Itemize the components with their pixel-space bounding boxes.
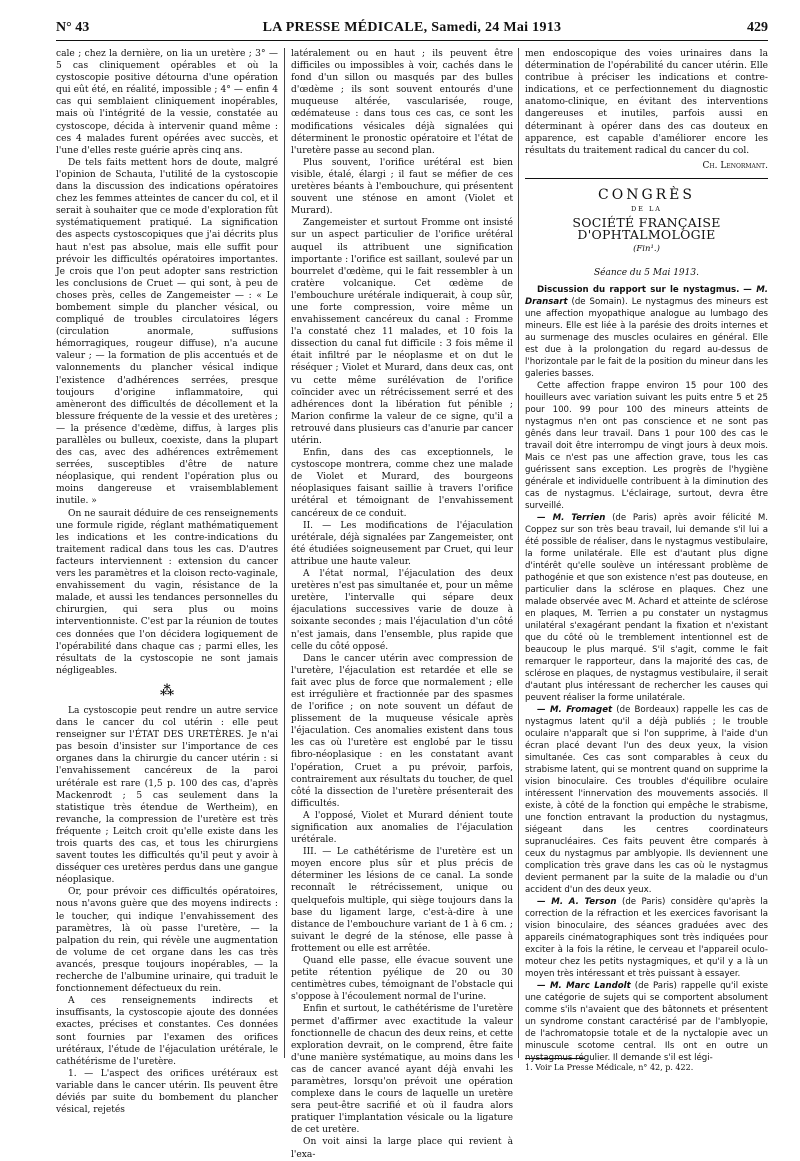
section-separator-stars: ⁂	[159, 682, 175, 699]
society-name: SOCIÉTÉ FRANÇAISE D'OPHTALMOLOGIE	[572, 215, 721, 243]
discussion-paragraph	[525, 512, 768, 704]
discussion-paragraph	[525, 896, 768, 980]
speaker-name: — M. Terrien	[537, 512, 606, 523]
discussion-text: (de Bordeaux) rappelle les cas de nystagmus latent qu'il a déjà publiés ; le trouble oculaire n'apparaît que si l'on supprime, à l'aide d'un écran placé devant l'un des deux yeux, la vision simultanée. Ces cas sont comparables à ceux du strabisme latent, qui se montrent quand on supprime la vision binoculaire. Ces troubles d'équilibre oculaire intéressent l'innervation des mouvements associés. Il existe, à côté de la fonction qui empêche le strabisme, une fonction entravant la production du nystagmus, siégeant dans les centres coordinateurs supranucléaires. Ces faits peuvent être comparés à ceux du nystagmus par amblyopie. Ils deviennent une complication très grave dans les cas où le nystagmus devient permanent par la suite de la maladie ou d'un accident d'un des deux yeux.	[525, 704, 768, 895]
column-2	[291, 48, 513, 1160]
session-date: Séance du 5 Mai 1913.	[594, 268, 699, 279]
journal-title: LA PRESSE MÉDICALE, Samedi, 24 Mai 1913	[262, 20, 562, 35]
paragraph: Zangemeister et surtout Fromme ont insisté sur un aspect particulier de l'orifice urétéral auquel ils attribuent une signification importante : l'orifice est saillant, soulevé par un bourrelet d'œdème, qui le fait ressembler à un cratère volcanique. Cet œdème de l'embouchure urétérale indiquerait, à coup sûr, une forte compression, voire même un envahissement cancéreux du canal : Fromme l'a constaté chez 11 malades, et 10 fois la dissection du canal fut difficile : 3 fois même il était infiltré par le néoplasme et on dut le réséquer ; Violet et Murard, dans deux cas, ont vu cette même surélévation de l'orifice coïncider avec un rétrécissement serré et des adhérences dont la libération fut pénible ; Marion confirme la valeur de ce signe, qu'il a retrouvé dans plusieurs cas d'anurie par cancer utérin.	[291, 218, 513, 446]
paragraph: 1. — L'aspect des orifices urétéraux est variable dans le cancer utérin. Ils peuvent être déviés par suite du bombement du plancher vésical, rejetés	[56, 1068, 278, 1116]
column-divider	[518, 48, 519, 1058]
discussion-title: Discussion du rapport sur le nystagmus.	[537, 284, 740, 295]
discussion-text: Cette affection frappe environ 15 pour 100 des houilleurs avec variation suivant les puits entre 5 et 25 pour 100. 99 pour 100 des mineurs atteints de nystagmus n'en ont pas conscience et ne sont pas gênés dans leur travail. Dans 1 pour 100 des cas le travail doit être interrompu de vingt jours à deux mois. Mais ce n'est pas une affection grave, tous les cas guérissent sans exception. Les progrès de l'hygiène générale et individuelle contribuent à la diminution des cas de nystagmus. L'éclairage, surtout, devra être surveillé.	[525, 380, 768, 511]
paragraph: II. — Les modifications de l'éjaculation urétérale, déjà signalées par Zangemeister, ont été étudiées soigneusement par Cruet, qui leur attribue une haute valeur.	[291, 520, 513, 567]
discussion-paragraph	[525, 284, 768, 380]
paragraph: III. — Le cathétérisme de l'uretère est un moyen encore plus sûr et plus précis de déterminer les lésions de ce canal. La sonde reconnaît le rétrécissement, unique ou quelquefois multiple, qui siège toujours dans la base du ligament large, c'est-à-dire à une distance de l'embouchure variant de 1 à 6 cm. ; suivant le degré de la sténose, elle passe à frottement ou elle est arrêtée.	[291, 847, 513, 954]
discussion-text: (de Paris) considère qu'après la correction de la réfraction et les exercices favorisant la vision binoculaire, des séances graduées avec des appareils cinématographiques sont très indiquées pour exciter à la fois la rétine, le cerveau et l'appareil oculo-moteur chez les petits nystagmiques, et qu'il y a là un moyen très intéressant et très puissant à essayer.	[525, 896, 769, 979]
page-number: 429	[747, 20, 768, 35]
paragraph: Enfin et surtout, le cathétérisme de l'uretère permet d'affirmer avec exactitude la valeur fonctionnelle de chacun des deux reins, et cette exploration devrait, on le comprend, être faite d'une manière systématique, au moins dans les cas de cancer avancé ayant déjà envahi les paramètres, lorsqu'on prévoit une opération complexe dans le cours de laquelle un uretère sera peut-être sacrifié et où il faudra alors pratiquer l'implantation vésicale ou la ligature de cet uretère.	[291, 1004, 513, 1136]
speaker-name: — M. A. Terson	[537, 896, 617, 907]
paragraph: Or, pour prévoir ces difficultés opératoires, nous n'avons guère que des moyens indirects : le toucher, qui indique l'envahissement des paramètres, là où passe l'uretère, — la palpation du rein, qui révèle une augmentation de volume de cet organe dans les cas très avancés, presque toujours inopérables, — la recherche de l'albumine urinaire, qui traduit le fonctionnement défectueux du rein.	[56, 887, 278, 995]
heading-connector: DE LA	[630, 205, 663, 214]
column-divider	[284, 48, 285, 1058]
paragraph: cale ; chez la dernière, on lia un uretère ; 3° — 5 cas cliniquement opérables et où la cystoscopie positive détourna d'une opération qui eût été, en réalité, impossible ; 4° — enfin 4 cas qui semblaient cliniquement inopérables, mais où l'intégrité de la vessie, constatée au cystoscope, décida à intervenir quand même : ces 4 malades furent opérées avec succès, et l'une d'elles reste guérie après cinq ans.	[56, 49, 278, 156]
issue-number: N° 43	[56, 20, 90, 35]
paragraph: latéralement ou en haut ; ils peuvent être difficiles ou impossibles à voir, cachés dans le fond d'un sillon ou masqués par des bulles d'œdème ; ils sont souvent entourés d'une muqueuse altérée, vascularisée, rouge, œdémateuse : dans tous ces cas, ce sont les modifications vésicales déjà signalées qui déterminent le pronostic opératoire et l'état de l'uretère passe au second plan.	[291, 49, 513, 156]
column-3	[525, 48, 769, 1063]
discussion-paragraph	[525, 380, 768, 512]
page-header	[56, 20, 768, 40]
discussion-text: (de Paris) après avoir félicité M. Coppez sur son très beau travail, lui demande s'il lui a été possible de réaliser, dans le nystagmus vestibulaire, la forme unilatérale. Elle est d'autant plus digne d'intérêt qu'elle soulève un intéressant problème de pathogénie et que son existence n'est pas douteuse, en particulier dans la sclérose en plaques. Chez une malade observée avec M. Achard et atteinte de sclérose en plaques, M. Terrien a pu constater un nystagmus unilatéral s'exagérant pendant la fixation et n'existant que du côté où le tremblement intentionnel est de beaucoup le plus marqué. S'il s'agit, comme le fait remarquer le rapporteur, dans la majorité des cas, de sclérose en plaques, de nystagmus vestibulaire, il serait d'autant plus intéressant de rechercher les causes qui peuvent réaliser la forme unilatérale.	[525, 512, 768, 703]
paragraph: On ne saurait déduire de ces renseignements une formule rigide, réglant mathématiquement les indications et les contre-indications du traitement radical dans tous les cas. D'autres facteurs interviennent : extension du cancer vers les paramètres et la cloison recto-vaginale, envahissement du vagin, résistance de la malade, et aussi les tendances personnelles du chirurgien, qui sera plus ou moins interventionniste. C'est par la réunion de toutes ces données que l'on décidera logiquement de l'opérabilité dans chaque cas ; parmi elles, les résultats de la cystoscopie ne sont jamais négligeables.	[56, 508, 278, 676]
paragraph: Dans le cancer utérin avec compression de l'uretère, l'éjaculation est retardée et elle se fait avec plus de force que normalement ; elle est irrégulière et fractionnée par des spasmes de l'orifice ; on note souvent un défaut de plissement de la muqueuse vésicale après l'éjaculation. Ces anomalies existent dans tous les cas où l'uretère est englobé par le tissu fibro-néoplasique : en les constatant avant l'opération, Cruet a pu prévoir, parfois, contrairement aux résultats du toucher, de quel côté la dissection de l'uretère présenterait des difficultés.	[291, 653, 513, 809]
paragraph: A l'état normal, l'éjaculation des deux uretères n'est pas simultanée et, pour un même uretère, l'intervalle qui sépare deux éjaculations successives varie de douze à soixante secondes ; mais l'éjaculation d'un côté n'est jamais, dans l'ensemble, plus rapide que celle du côté opposé.	[291, 569, 513, 652]
paragraph: Quand elle passe, elle évacue souvent une petite rétention pyélique de 20 ou 30 centimètres cubes, témoignant de l'obstacle qui s'oppose à l'écoulement normal de l'urine.	[291, 956, 513, 1003]
speaker-name: — M. Fromaget	[537, 704, 613, 715]
discussion-text: (de Paris) rappelle qu'il existe une catégorie de sujets qui se comportent absolument comme s'ils n'avaient que des bâtonnets et présentent un syndrome constant caractérisé par de l'amblyopie, de l'achromatopsie totale et de la nyctalopie avec un minuscule scotome central. Ils ont en outre un nystagmus régulier. Il demande s'il est légi-	[525, 980, 768, 1063]
column-1	[56, 48, 279, 1116]
section-rule	[525, 178, 768, 179]
discussion-paragraph	[525, 980, 768, 1064]
paragraph: men endoscopique des voies urinaires dans la détermination de l'opérabilité du cancer utérin. Elle contribue à préciser les indications et contre-indications, et ce perfectionnement du diagnostic anatomo-clinique, en évitant des interventions dangereuses et inutiles, parfois aussi en déterminant à opérer dans des cas douteux en apparence, est capable d'améliorer encore les résultats du traitement radical du cancer du col.	[525, 49, 768, 156]
continuation-note: (Fin¹.)	[633, 244, 660, 255]
discussion-paragraph	[525, 704, 768, 896]
paragraph: On voit ainsi la large place qui revient à l'exa-	[291, 1137, 513, 1160]
footnote: 1. Voir La Presse Médicale, n° 42, p. 422.	[525, 1063, 694, 1072]
section-heading-congres: CONGRÈS	[598, 186, 695, 203]
paragraph: A ces renseignements indirects et insuffisants, la cystoscopie ajoute des données exactes, précises et constantes. Ces données sont fournies par l'examen des orifices urétéraux, l'étude de l'éjaculation urétérale, le cathétérisme de l'uretère.	[56, 996, 278, 1067]
paragraph: Plus souvent, l'orifice urétéral est bien visible, étalé, élargi ; il faut se méfier de ces uretères béants à l'embouchure, qui présentent souvent une sténose en amont (Violet et Murard).	[291, 157, 513, 217]
paragraph: Enfin, dans des cas exceptionnels, le cystoscope montrera, comme chez une malade de Violet et Murard, des bourgeons néoplasiques faisant saillie à travers l'orifice urétéral et témoignant de l'envahissement cancéreux de ce conduit.	[291, 448, 513, 519]
discussion-text: (de Somain). Le nystagmus des mineurs est une affection myopathique analogue au lumbago des mineurs. Elle est liée à la parésie des droits internes et au surmenage des muscles oculaires en général. Elle est due à la prolongation du regard au-dessus de l'horizontale par le fait de la position du mineur dans les galeries basses.	[525, 296, 768, 379]
paragraph: A l'opposé, Violet et Murard dénient toute signification aux anomalies de l'éjaculation urétérale.	[291, 810, 513, 846]
speaker-name: — M. Dransart	[525, 284, 769, 307]
footnote-rule	[525, 1058, 585, 1059]
author-signature: Ch. Lenormant.	[702, 160, 768, 171]
speaker-name: — M. Marc Landolt	[537, 980, 631, 991]
paragraph: De tels faits mettent hors de doute, malgré l'opinion de Schauta, l'utilité de la cystoscopie dans la discussion des indications opératoires chez les femmes atteintes de cancer du col, et il serait à souhaiter que ce mode d'exploration fût systématiquement pratiqué. La signification des aspects cystoscopiques que j'ai décrits plus haut n'est pas absolue, mais elle suffit pour prévoir les difficultés opératoires importantes. Je crois que l'on peut adopter sans restriction les conclusions de Cruet — qui sont, à peu de choses près, celles de Zangemeister — : « Le bombement simple du plancher vésical, ou compliqué de troubles circulatoires légers (circulation anormale, suffusions hémorragiques, rougeur diffuse), n'a aucune valeur ; — la formation de plis accentués et de valonnements du plancher vésical indique l'existence d'adhérences serrées, presque toujours d'origine inflammatoire, qui amèneront des difficultés de décollement et la blessure fréquente de la vessie et des uretères ; — la présence d'œdème, diffus, à larges plis parallèles ou bulleux, coexiste, dans la plupart des cas, avec des adhérences extrêmement serrées, susceptibles d'être de nature néoplasique, qui rendent l'opération plus ou moins dangereuse et vraisemblablement inutile. »	[56, 157, 279, 507]
header-rule	[56, 40, 768, 41]
paragraph: La cystoscopie peut rendre un autre service dans le cancer du col utérin : elle peut renseigner sur l'ÉTAT DES URETÈRES. Je n'ai pas besoin d'insister sur l'importance de ces organes dans la chirurgie du cancer utérin : si l'envahissement cancéreux de la paroi urétérale est rare (1,5 p. 100 des cas, d'après Mackenrodt ; 5 cas seulement dans la statistique très étendue de Wertheim), en revanche, la compression de l'uretère est très fréquente ; Leitch croit qu'elle existe dans les trois quarts des cas, et tous les chirurgiens savent toutes les difficultés qu'il peut y avoir à disséquer ces uretères perdus dans une gangue néoplasique.	[56, 705, 278, 886]
